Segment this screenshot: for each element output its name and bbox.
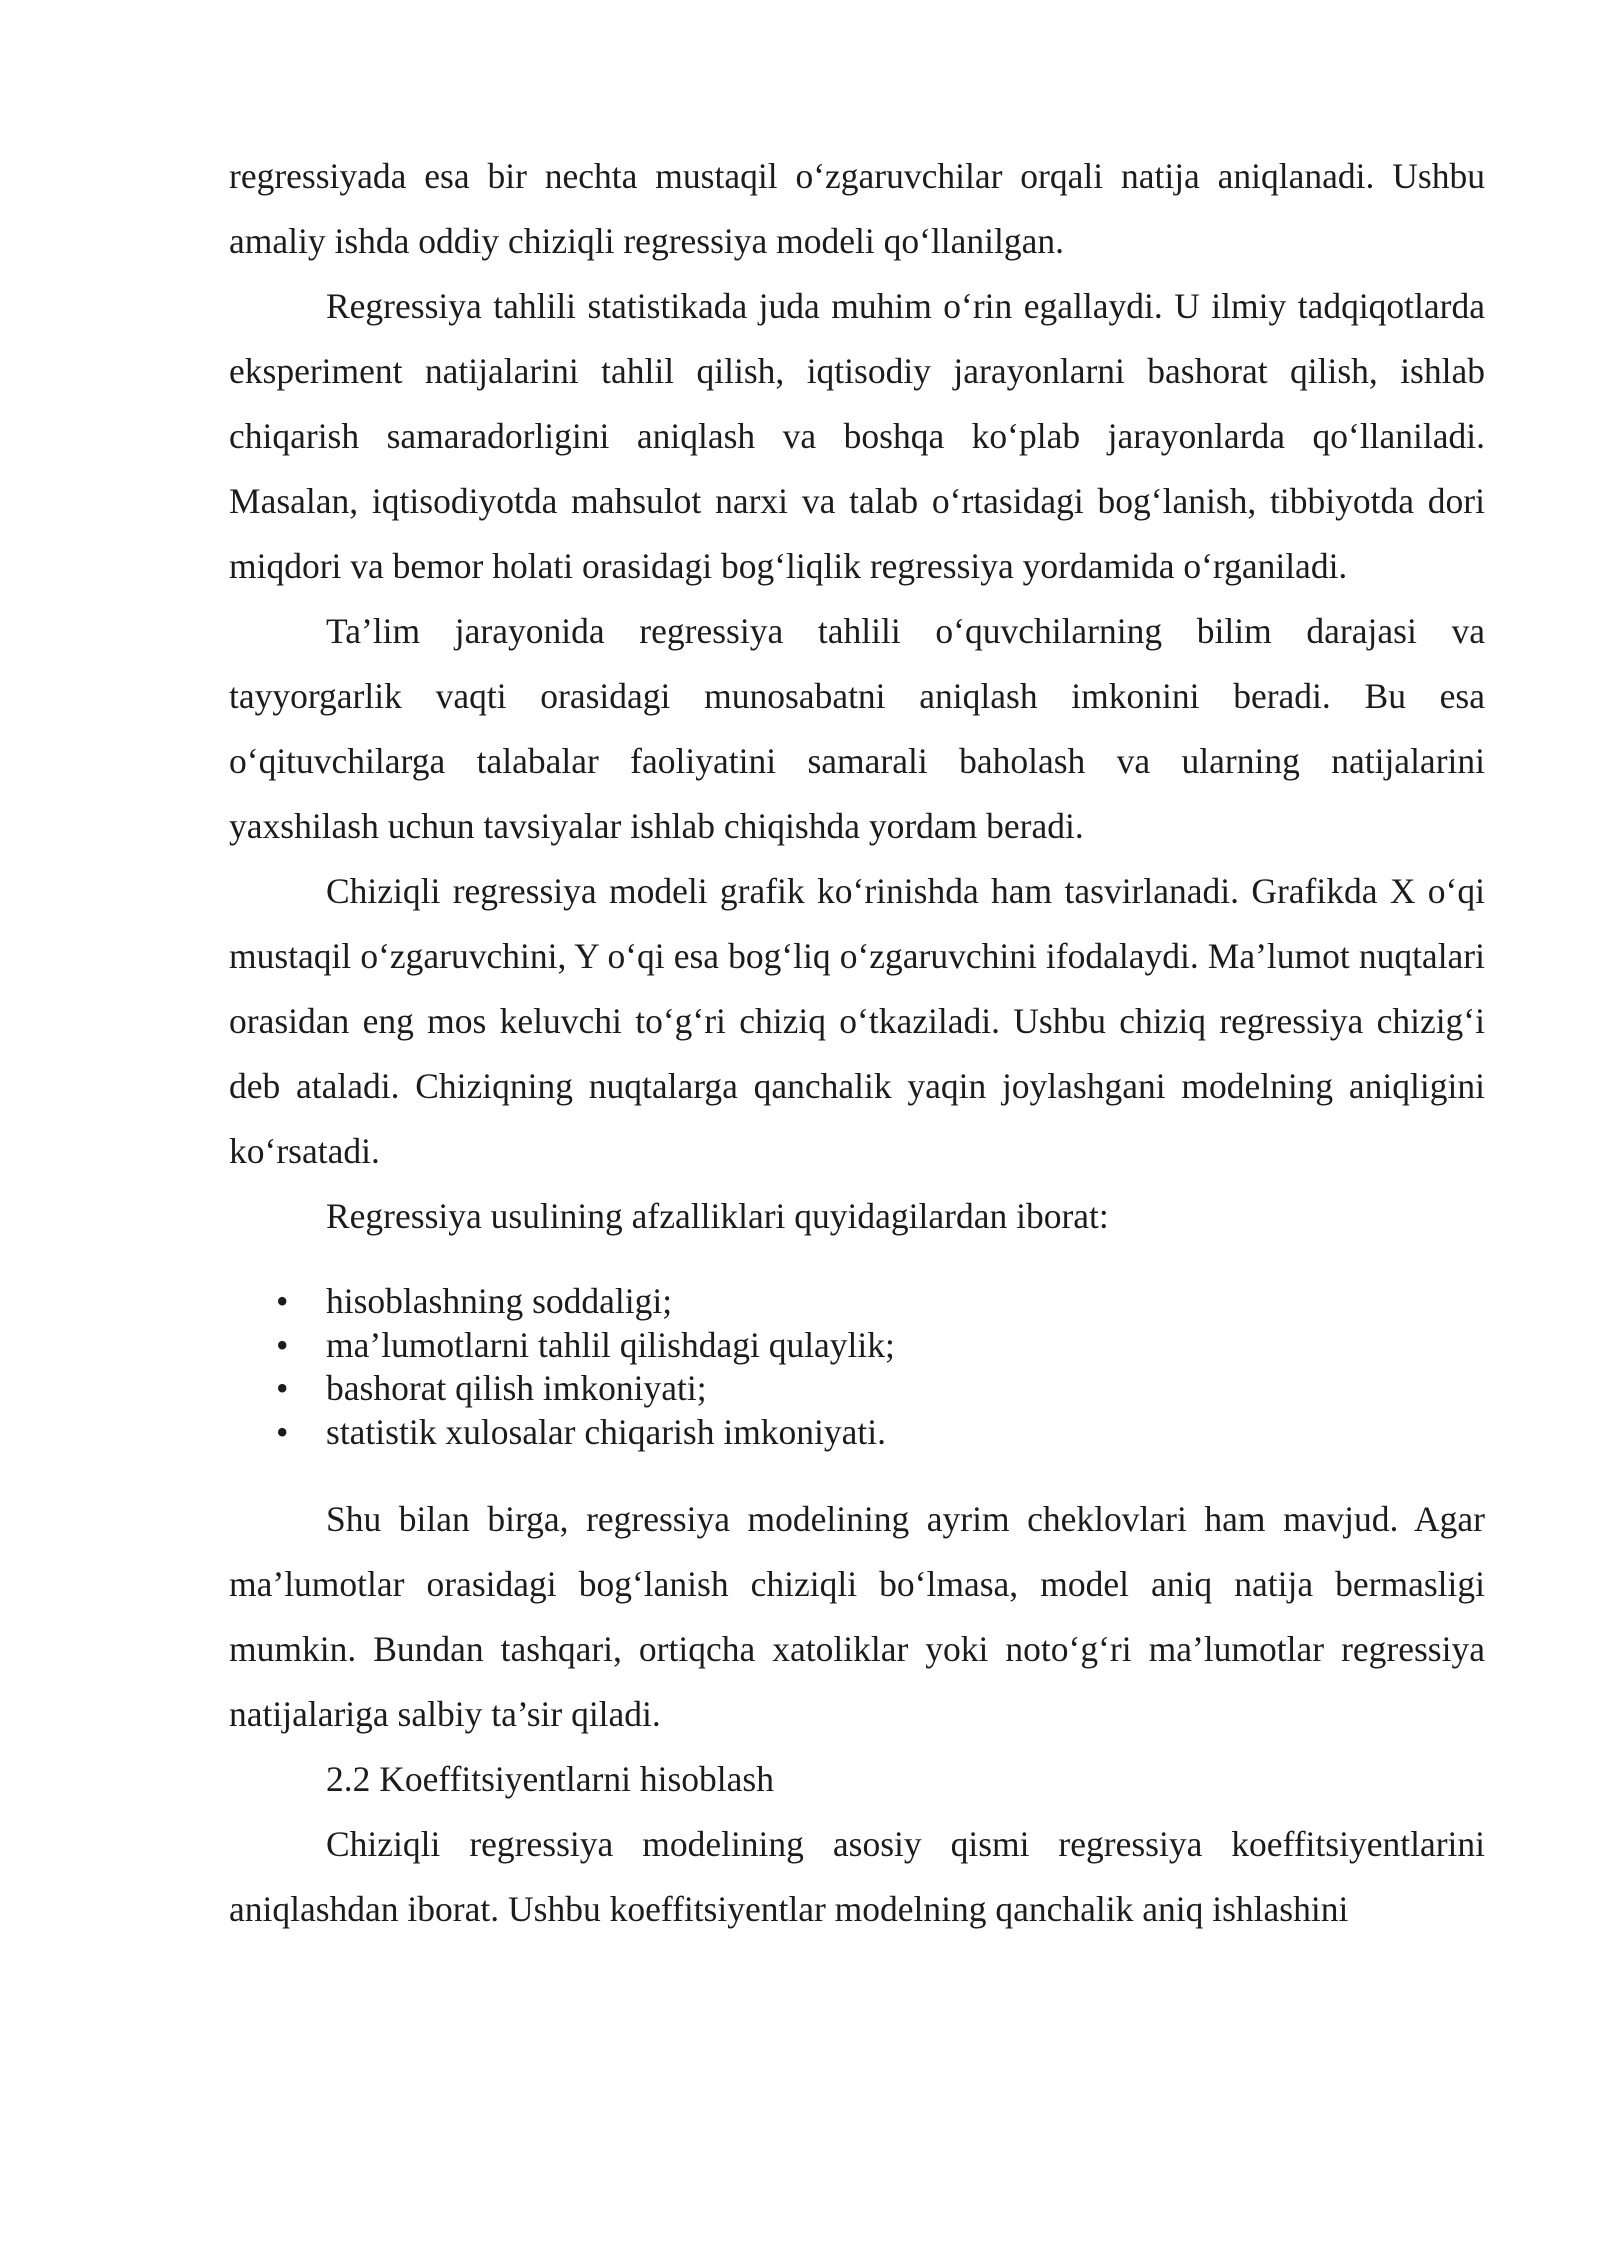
list-item	[229, 1324, 1485, 1368]
document-page	[229, 144, 1485, 1942]
list-item	[229, 1367, 1485, 1411]
paragraph-advantages-intro: Regressiya usulining afzalliklari quyidagilardan iborat:	[326, 1196, 1109, 1236]
paragraph-continuation: regressiyada esa bir nechta mustaqil o‘zgaruvchilar orqali natija aniqlanadi. Ushbu amaliy ishda oddiy chiziqli regressiya modeli qo‘llanilgan.	[229, 156, 1485, 261]
list-item-text: ma’lumotlarni tahlil qilishdagi qulaylik;	[326, 1324, 895, 1365]
list-item-text: bashorat qilish imkoniyati;	[326, 1368, 707, 1408]
paragraph-regression-importance: Regressiya tahlili statistikada juda muhim o‘rin egallaydi. U ilmiy tadqiqotlarda eksperiment natijalarini tahlil qilish, iqtisodiy jarayonlarni bashorat qilish, ishlab chiqarish samaradorligini aniqlash va boshqa ko‘plab jarayonlarda qo‘llaniladi. Masalan, iqtisodiyotda mahsulot narxi va talab o‘rtasidagi bog‘lanish, tibbiyotda dori miqdori va bemor holati orasidagi bog‘liqlik regressiya yordamida o‘rganiladi.	[229, 286, 1485, 586]
paragraph-education: Ta’lim jarayonida regressiya tahlili o‘quvchilarning bilim darajasi va tayyorgarlik vaqti orasidagi munosabatni aniqlash imkonini beradi. Bu esa o‘qituvchilarga talabalar faoliyatini samarali baholash va ularning natijalarini yaxshilash uchun tavsiyalar ishlab chiqishda yordam beradi.	[229, 611, 1485, 846]
bullet-icon: •	[276, 1281, 289, 1321]
list-item-text: hisoblashning soddaligi;	[326, 1281, 673, 1321]
list-item-text: statistik xulosalar chiqarish imkoniyati.	[326, 1411, 887, 1452]
bullet-icon: •	[276, 1324, 289, 1365]
bullet-icon: •	[276, 1368, 289, 1408]
paragraph-coefficients: Chiziqli regressiya modelining asosiy qismi regressiya koeffitsiyentlarini aniqlashdan iborat. Ushbu koeffitsiyentlar modelning qanchalik aniq ishlashini	[229, 1824, 1485, 1929]
paragraph-graph-description: Chiziqli regressiya modeli grafik ko‘rinishda ham tasvirlanadi. Grafikda X o‘qi mustaqil o‘zgaruvchini, Y o‘qi esa bog‘liq o‘zgaruvchini ifodalaydi. Ma’lumot nuqtalari orasidan eng mos keluvchi to‘g‘ri chiziq o‘tkaziladi. Ushbu chiziq regressiya chizig‘i deb ataladi. Chiziqning nuqtalarga qanchalik yaqin joylashgani modelning aniqligini ko‘rsatadi.	[229, 871, 1485, 1171]
paragraph-limitations: Shu bilan birga, regressiya modelining ayrim cheklovlari ham mavjud. Agar ma’lumotlar orasidagi bog‘lanish chiziqli bo‘lmasa, model aniq natija bermasligi mumkin. Bundan tashqari, ortiqcha xatoliklar yoki noto‘g‘ri ma’lumotlar regressiya natijalariga salbiy ta’sir qiladi.	[229, 1499, 1485, 1734]
bullet-icon: •	[276, 1411, 289, 1452]
section-heading: 2.2 Koeffitsiyentlarni hisoblash	[326, 1759, 774, 1799]
list-item	[229, 1280, 1485, 1324]
advantages-list	[229, 1280, 1485, 1454]
list-item	[229, 1411, 1485, 1455]
